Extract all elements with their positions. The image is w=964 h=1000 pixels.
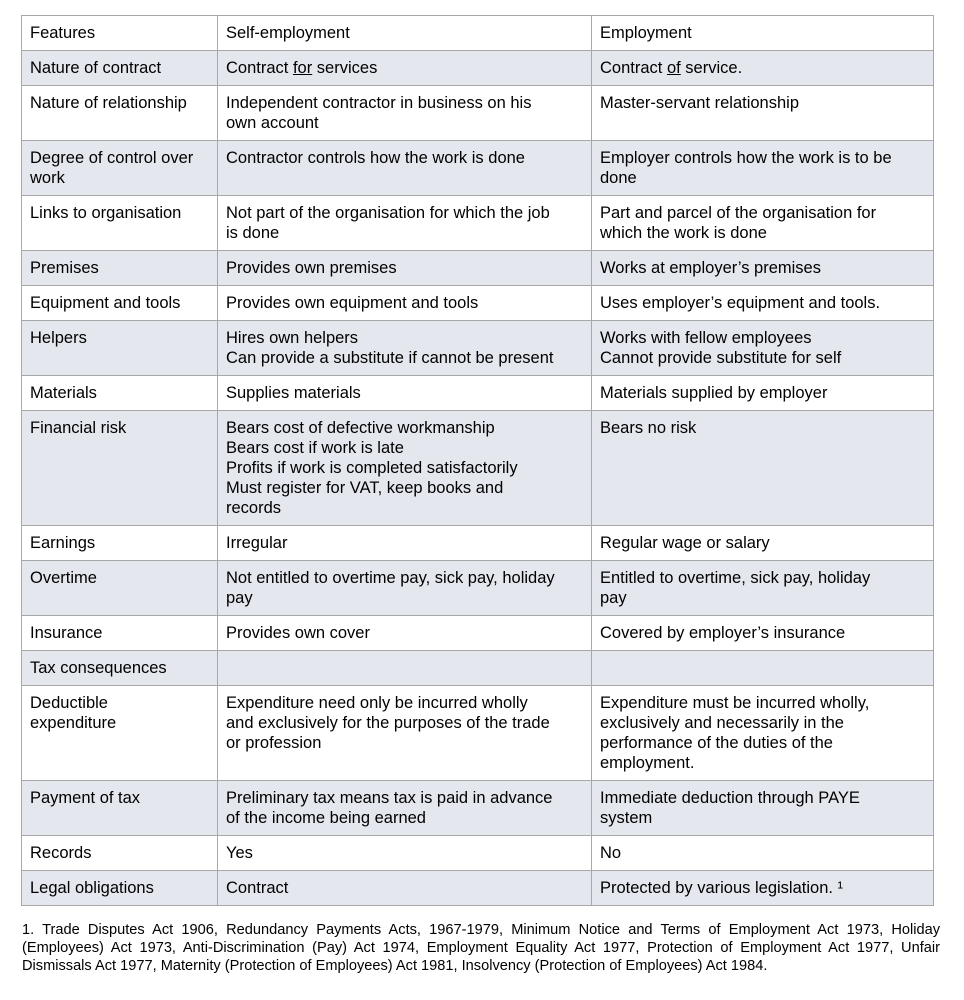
employment-cell: Contract of service. <box>592 51 934 86</box>
table-row <box>22 376 934 411</box>
feature-cell: Tax consequences <box>22 651 218 686</box>
comparison-table <box>21 15 934 906</box>
self-employment-cell: Contract <box>218 871 592 906</box>
employment-cell: Protected by various legislation. ¹ <box>592 871 934 906</box>
employment-cell: Works at employer’s premises <box>592 251 934 286</box>
self-employment-cell: Hires own helpers Can provide a substitute if cannot be present <box>218 321 592 376</box>
table-row <box>22 561 934 616</box>
self-employment-cell: Yes <box>218 836 592 871</box>
self-employment-cell: Irregular <box>218 526 592 561</box>
self-employment-cell: Provides own equipment and tools <box>218 286 592 321</box>
self-employment-cell: Bears cost of defective workmanship Bears cost if work is late Profits if work is completed satisfactorily Must register for VAT, keep books and records <box>218 411 592 526</box>
table-row <box>22 321 934 376</box>
self-employment-cell: Contract for services <box>218 51 592 86</box>
self-employment-cell: Not entitled to overtime pay, sick pay, holiday pay <box>218 561 592 616</box>
feature-cell: Deductible expenditure <box>22 686 218 781</box>
feature-cell: Links to organisation <box>22 196 218 251</box>
feature-cell: Legal obligations <box>22 871 218 906</box>
self-employment-cell: Expenditure need only be incurred wholly and exclusively for the purposes of the trade or profession <box>218 686 592 781</box>
feature-cell: Premises <box>22 251 218 286</box>
table-header-row <box>22 16 934 51</box>
feature-cell: Insurance <box>22 616 218 651</box>
employment-cell: Employment <box>592 16 934 51</box>
table-row <box>22 616 934 651</box>
table-row <box>22 86 934 141</box>
employment-cell: Materials supplied by employer <box>592 376 934 411</box>
employment-cell: Bears no risk <box>592 411 934 526</box>
self-employment-cell: Provides own cover <box>218 616 592 651</box>
employment-cell <box>592 651 934 686</box>
table-row <box>22 51 934 86</box>
self-employment-cell: Supplies materials <box>218 376 592 411</box>
table-row <box>22 526 934 561</box>
table-row <box>22 196 934 251</box>
employment-cell: Expenditure must be incurred wholly, exclusively and necessarily in the performance of the duties of the employment. <box>592 686 934 781</box>
feature-cell: Overtime <box>22 561 218 616</box>
employment-cell: Covered by employer’s insurance <box>592 616 934 651</box>
table-row <box>22 251 934 286</box>
footnote: 1. Trade Disputes Act 1906, Redundancy Payments Acts, 1967-1979, Minimum Notice and Terms of Employment Act 1973, Holiday (Employees) Act 1973, Anti-Discrimination (Pay) Act 1974, Employment Equality Act 1977, Protection of Employment Act 1977, Unfair Dismissals Act 1977, Maternity (Protection of Employees) Act 1981, Insolvency (Protection of Employees) Act 1984. <box>22 922 940 974</box>
self-employment-cell: Self-employment <box>218 16 592 51</box>
table-row <box>22 651 934 686</box>
employment-cell: Immediate deduction through PAYE system <box>592 781 934 836</box>
employment-cell: Employer controls how the work is to be done <box>592 141 934 196</box>
feature-cell: Financial risk <box>22 411 218 526</box>
table-row <box>22 286 934 321</box>
feature-cell: Degree of control over work <box>22 141 218 196</box>
feature-cell: Materials <box>22 376 218 411</box>
employment-cell: Regular wage or salary <box>592 526 934 561</box>
table-row <box>22 836 934 871</box>
employment-cell: Entitled to overtime, sick pay, holiday pay <box>592 561 934 616</box>
table-row <box>22 141 934 196</box>
feature-cell: Helpers <box>22 321 218 376</box>
feature-cell: Nature of contract <box>22 51 218 86</box>
employment-cell: Works with fellow employees Cannot provide substitute for self <box>592 321 934 376</box>
self-employment-cell: Preliminary tax means tax is paid in advance of the income being earned <box>218 781 592 836</box>
feature-cell: Payment of tax <box>22 781 218 836</box>
self-employment-cell: Independent contractor in business on his own account <box>218 86 592 141</box>
table-row <box>22 411 934 526</box>
feature-cell: Nature of relationship <box>22 86 218 141</box>
employment-cell: Uses employer’s equipment and tools. <box>592 286 934 321</box>
self-employment-cell <box>218 651 592 686</box>
feature-cell: Records <box>22 836 218 871</box>
employment-cell: No <box>592 836 934 871</box>
comparison-table-container <box>21 15 933 906</box>
employment-cell: Master-servant relationship <box>592 86 934 141</box>
table-row <box>22 781 934 836</box>
table-body <box>22 16 934 906</box>
self-employment-cell: Not part of the organisation for which the job is done <box>218 196 592 251</box>
table-row <box>22 686 934 781</box>
feature-cell: Features <box>22 16 218 51</box>
feature-cell: Equipment and tools <box>22 286 218 321</box>
self-employment-cell: Provides own premises <box>218 251 592 286</box>
table-row <box>22 871 934 906</box>
employment-cell: Part and parcel of the organisation for which the work is done <box>592 196 934 251</box>
self-employment-cell: Contractor controls how the work is done <box>218 141 592 196</box>
feature-cell: Earnings <box>22 526 218 561</box>
